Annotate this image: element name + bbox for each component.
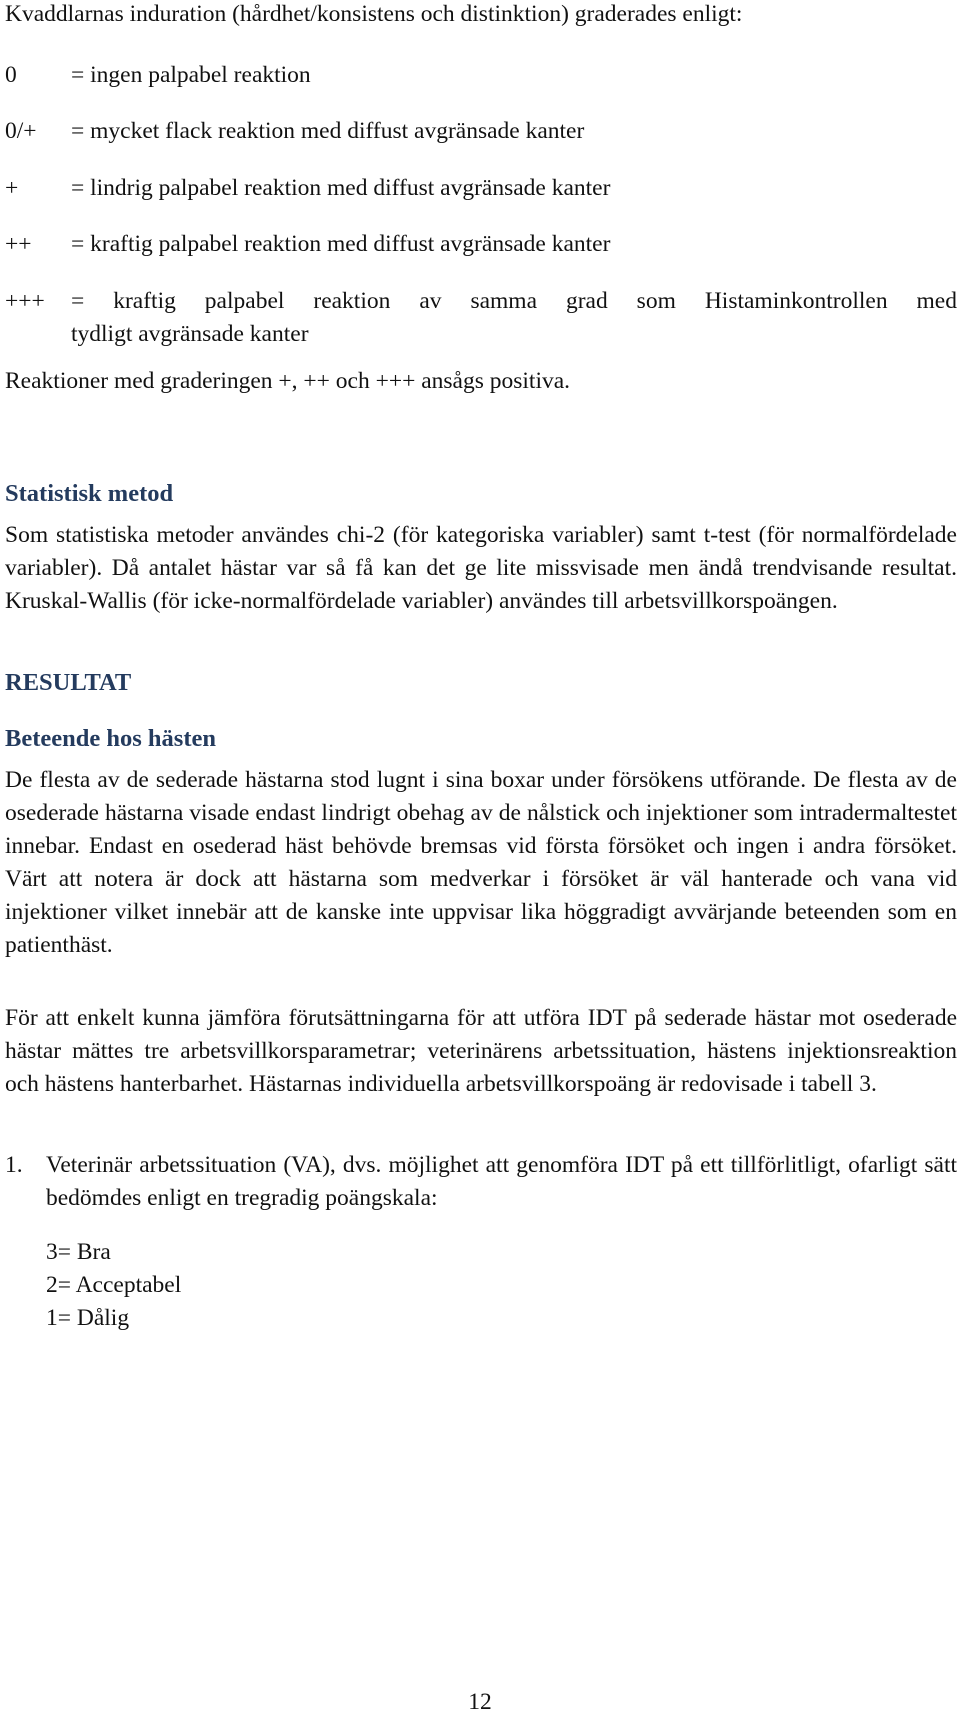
scale-description: = ingen palpabel reaktion xyxy=(71,62,311,88)
results-heading: RESULTAT xyxy=(5,669,132,696)
scale-symbol: + xyxy=(5,175,19,201)
score-item: 3= Bra xyxy=(46,1239,111,1265)
list-item-text: Veterinär arbetssituation (VA), dvs. möjlighet att genomföra IDT på ett tillförlitligt, ofarligt sätt bedömdes enligt en tregradig poängskala: xyxy=(46,1152,957,1211)
positive-note: Reaktioner med graderingen +, ++ och +++ ansågs positiva. xyxy=(5,368,571,394)
statistics-paragraph: Som statistiska metoder användes chi-2 (för kategoriska variabler) samt t-test (för normalfördelade variabler). Då antalet hästar var så få kan det ge lite missvisade men ändå trendvisande resultat. Kruskal-Wallis (för icke-normalfördelade variabler) användes till arbetsvillkorspoängen. xyxy=(5,522,957,614)
list-item-number: 1. xyxy=(5,1152,23,1178)
section-heading-statistics: Statistisk metod xyxy=(5,480,174,507)
score-scale-list xyxy=(46,1236,181,1335)
working-conditions-paragraph: För att enkelt kunna jämföra förutsättningarna för att utföra IDT på sederade hästar mot osederade hästar mättes tre arbetsvillkorsparametrar; veterinärens arbetssituation, hästens injektionsreaktion och hästens hanterbarhet. Hästarnas individuella arbetsvillkorspoäng är redovisade i tabell 3. xyxy=(5,1005,957,1097)
page-number: 12 xyxy=(468,1689,492,1715)
scale-symbol: 0/+ xyxy=(5,118,37,144)
scale-symbol: +++ xyxy=(5,288,45,314)
scale-description: = kraftig palpabel reaktion med diffust avgränsade kanter xyxy=(71,231,611,257)
scale-description: = mycket flack reaktion med diffust avgränsade kanter xyxy=(71,118,585,144)
score-item: 2= Acceptabel xyxy=(46,1272,182,1298)
scale-symbol: ++ xyxy=(5,231,32,257)
section-heading-behavior: Beteende hos hästen xyxy=(5,725,216,752)
scale-symbol: 0 xyxy=(5,62,17,88)
score-item: 1= Dålig xyxy=(46,1305,130,1331)
scale-description-continued: tydligt avgränsade kanter xyxy=(71,321,309,347)
intro-text: Kvaddlarnas induration (hårdhet/konsistens och distinktion) graderades enligt: xyxy=(5,1,743,27)
scale-description: = kraftig palpabel reaktion av samma grad som Histaminkontrollen med xyxy=(71,288,957,314)
scale-description: = lindrig palpabel reaktion med diffust avgränsade kanter xyxy=(71,175,611,201)
behavior-paragraph: De flesta av de sederade hästarna stod lugnt i sina boxar under försökens utförande. De flesta av de osederade hästarna visade endast lindrigt obehag av de nålstick och injektioner som intradermaltestet innebar. Endast en osederad häst behövde bremsas vid första försöket och ingen i andra försöket. Värt att notera är dock att hästarna som medverkar i försöket är väl hanterade och vana vid injektioner vilket innebär att de kanske inte uppvisar lika höggradigt avvärjande beteenden som en patienthäst. xyxy=(5,767,957,958)
